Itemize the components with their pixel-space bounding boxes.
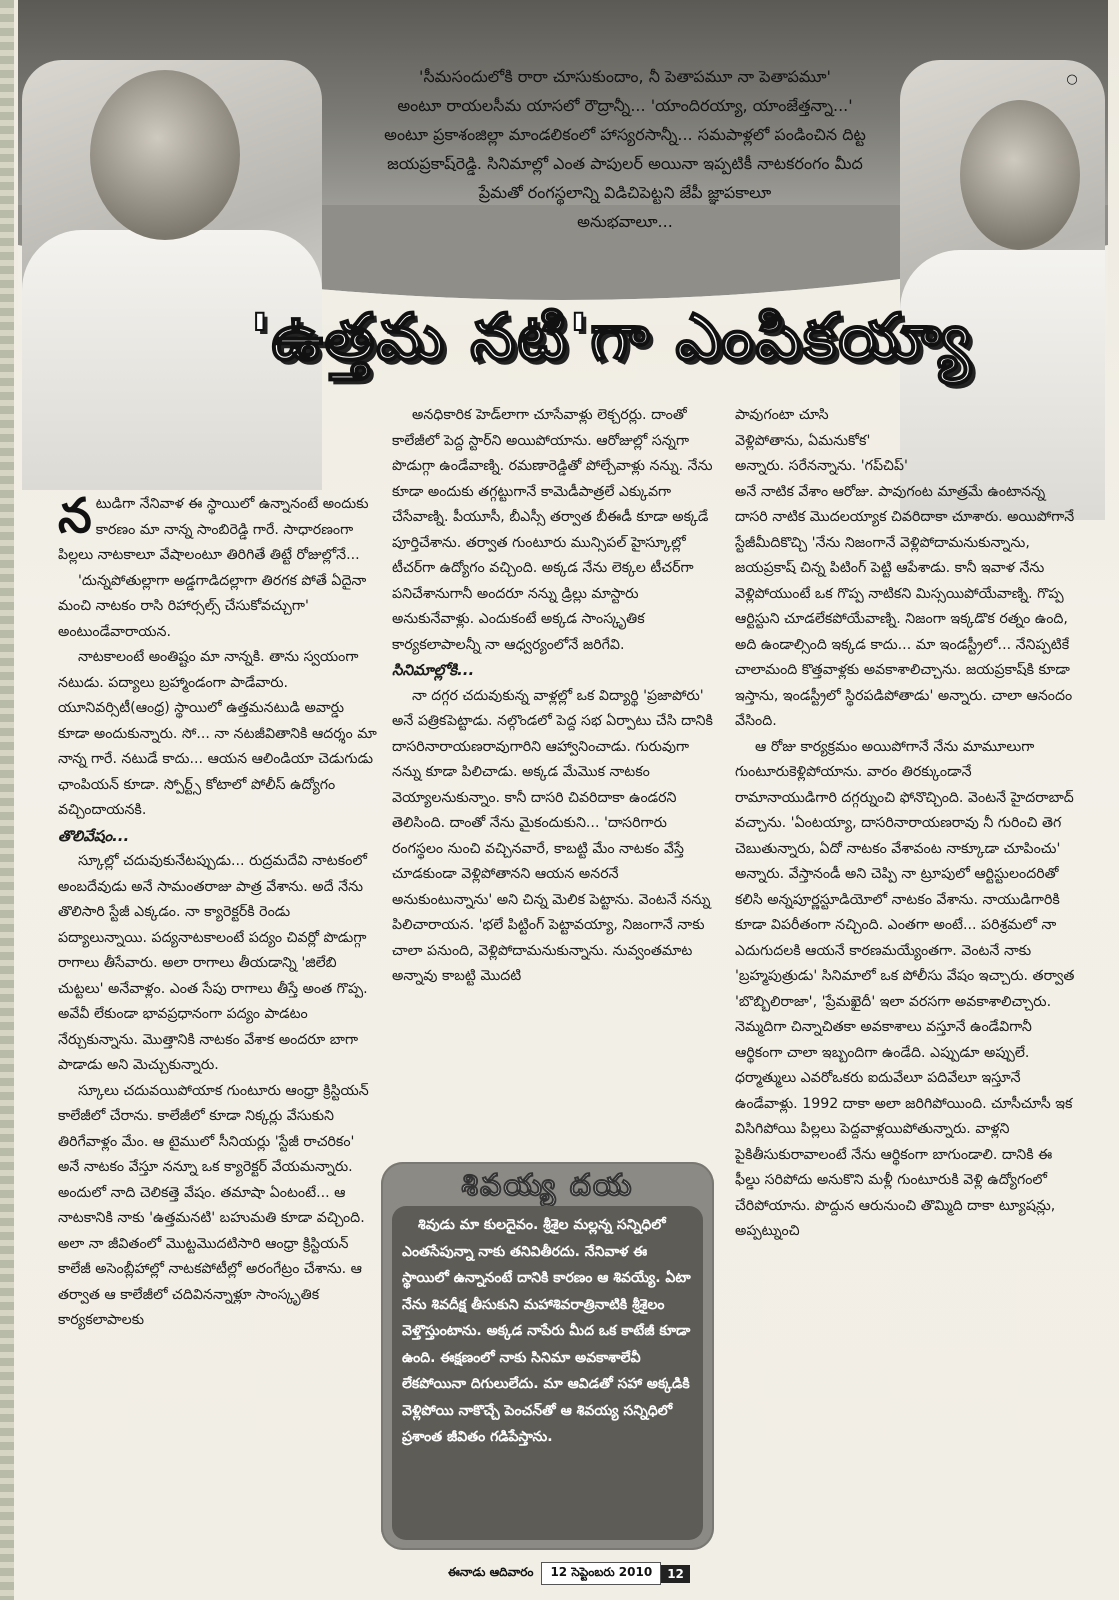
paragraph: అనే నాటిక వేశాం ఆరోజు. పావుగంట మాత్రమే ఉంటానన్న దాసరి నాటిక మొదలయ్యాక చివరిదాకా చూశారు. అయిపోగానే స్టేజీమీదికొచ్చి 'నేను నిజంగానే వెళ్లిపోదామనుకున్నాను, జయప్రకాష్ చిన్న పిటింగ్ పెట్టి ఆపేశాడు. కానీ ఇవాళ నేను వెళ్లిపోయుంటే ఒక గొప్ప నాటికని మిస్సయిపోయేవాణ్ని. గొప్ప ఆర్టిస్టుని చూడలేకపోయేవాణ్ని. నిజంగా ఇక్కడొక రత్నం ఉంది, అది ఉండాల్సింది ఇక్కడ కాదు... మా ఇండస్ట్రీలో... నేనిప్పటికే చాలామంది కొత్తవాళ్లకు అవకాశాలిచ్చాను. జయప్రకాష్‌కి కూడా ఇస్తాను, ఇండస్ట్రీలో స్థిరపడిపోతాడు' అన్నారు. చాలా ఆనందం వేసింది. [735,483,1075,729]
paragraph: స్కూలు చదువయిపోయాక గుంటూరు ఆంధ్రా క్రిస్టియన్ కాలేజీలో చేరాను. కాలేజీలో కూడా నిక్కర్లు వేసుకుని తిరిగేవాళ్లం మేం. ఆ టైములో సీనియర్లు 'స్టేజీ రాచరికం' అనే నాటకం వేస్తూ నన్నూ ఒక క్యారెక్టర్ వేయమన్నారు. అందులో నాది చెలికత్తె వేషం. తమాషా ఏంటంటే... ఆ నాటకానికి నాకు 'ఉత్తమనటి' బహుమతి కూడా వచ్చింది. అలా నా జీవితంలో మొట్టమొదటిసారి ఆంధ్రా క్రిస్టియన్ కాలేజీ అసెంబ్లీహాల్లో నాటకపోటీల్లో అరంగేట్రం చేశాను. ఆ తర్వాత ఆ కాలేజీలో చదివినన్నాళ్లూ సాంస్కృతిక కార్యకలాపాలకు [58,1082,369,1328]
paragraph: శివుడు మా కులదైవం. శ్రీశైల మల్లన్న సన్నిధిలో ఎంతసేపున్నా నాకు తనివితీరదు. నేనివాళ ఈ స్థాయిలో ఉన్నానంటే దానికి కారణం ఆ శివయ్యే. ఏటా నేను శివదీక్ష తీసుకుని మహాశివరాత్రినాటికి శ్రీశైలం వెళ్తొస్తుంటాను. అక్కడ నాపేరు మీద ఒక కాటేజీ కూడా ఉంది. ఈక్షణంలో నాకు సినిమా అవకాశాలేవీ లేకపోయినా దిగులులేదు. మా ఆవిడతో సహా అక్కడికి వెళ్లిపోయి నాకొచ్చే పెంచన్‌తో ఆ శివయ్య సన్నిధిలో ప్రశాంత జీవితం గడిపేస్తాను. [402,1217,691,1445]
headline: 'ఉత్తమ నటి'గా ఎంపికయ్యా [250,300,973,375]
intro-line: అంటూ ప్రకాశంజిల్లా మాండలికంలో హాస్యరసాన్నీ... సమపాళ్లలో పండించిన దిట్ట [384,125,866,144]
portrait-right [960,100,1080,250]
box-inner [392,1206,703,1540]
intro-line: జయప్రకాష్‌రెడ్డి. సినిమాల్లో ఎంత పాపులర్ అయినా ఇప్పటికీ నాటకరంగం మీద [387,154,863,173]
paragraph: నా దగ్గర చదువుకున్న వాళ్లల్లో ఒక విద్యార్థి 'ప్రజాపోరు' అనే పత్రికపెట్టాడు. నల్గొండలో పెద్ద సభ ఏర్పాటు చేసి దానికి దాసరినారాయణరావుగారిని ఆహ్వానించాడు. గురువుగా నన్ను కూడా పిలిచాడు. అక్కడ మేమొక నాటకం వెయ్యాలనుకున్నాం. కానీ దాసరి చివరిదాకా ఉండరని తెలిసింది. దాంతో నేను మైకందుకుని... 'దాసరిగారు రంగస్థలం నుంచి వచ్చినవారే, కాబట్టి మేం నాటకం వేస్తే చూడకుండా వెళ్లిపోతానని ఆయన అనరనే అనుకుంటున్నాను' అని చిన్న మెలిక పెట్టాను. వెంటనే నన్ను పిలిచారాయన. 'భలే పిట్టింగ్ పెట్టావయ్యా, నిజంగానే నాకు చాలా పనుంది, వెళ్లిపోదామనుకున్నాను. నువ్వంతమాట అన్నావు కాబట్టి మొదటి [392,687,713,984]
page-footer [0,1556,1119,1586]
drop-cap: న [58,492,92,544]
box-title: శివయ్య దయ [461,1168,634,1203]
footer-strip [440,1562,690,1585]
sidebar-box [381,1162,714,1550]
intro-line: అంటూ రాయలసీమ యాసలో రౌద్రాన్నీ... 'యాందిరయ్యా, యాంజేత్తన్నా...' [397,96,853,115]
column-3 [735,403,1075,1553]
paragraph: స్కూల్లో చదువుకునేటప్పుడు... రుద్రమదేవి నాటకంలో అంబదేవుడు అనే సామంతరాజు పాత్ర వేశాను. అదే నేను తొలిసారి స్టేజీ ఎక్కడం. నా క్యారెక్టర్‌కి రెండు పద్యాలున్నాయి. పద్యనాటకాలంటే పద్యం చివర్లో పొడుగ్గా రాగాలు తీసేవారు. అలా రాగాలు తీయడాన్ని 'జిలేబి చుట్టలు' అనేవాళ్లం. ఎంత సేపు రాగాలు తీస్తే అంత గొప్ప. అవేవీ లేకుండా భావప్రధానంగా పద్యం పాడటం నేర్చుకున్నాను. మొత్తానికి నాటకం వేశాక అందరూ బాగా పాడాడు అని మెచ్చుకున్నారు. [58,853,368,1073]
intro-text [300,62,950,236]
footer-publication: ఈనాడు ఆదివారం [448,1565,534,1579]
paragraph: నాటకాలంటే అంతిష్టం మా నాన్నకి. తాను స్వయంగా నటుడు. పద్యాలు బ్రహ్మాండంగా పాడేవారు. యూనివర్సిటీ(ఆంధ్ర) స్థాయిలో ఉత్తమనటుడి అవార్డు కూడా అందుకున్నారు. సో... నా నటజీవితానికి ఆదర్శం మా నాన్న గారే. నటుడే కాదు... ఆయన ఆలిండియా చెడుగుడు ఛాంపియన్ కూడా. స్పోర్ట్స్ కోటాలో పోలీస్ ఉద్యోగం వచ్చిందాయనకి. [58,649,377,818]
page-edge [0,0,14,1600]
text-line: పావుగంటా చూసి [735,407,829,423]
paragraph-text: టుడిగా నేనివాళ ఈ స్థాయిలో ఉన్నానంటే అందుకు కారణం మా నాన్న సాంబిరెడ్డి గారే. సాధారణంగా పిల్లలు నాటకాలూ వేషాలంటూ తిరిగితే తిట్టే రోజుల్లోనే... [58,496,369,563]
column-1 [58,492,378,1554]
subheading: తొలివేషం... [58,826,130,845]
column-2 [392,403,714,1163]
portrait-left [90,70,240,240]
text-line: అన్నారు. సరేనన్నాను. 'గప్‌చిప్' [735,458,908,474]
intro-line: అనుభవాలూ... [577,212,673,231]
paragraph: 'దున్నపోతుల్లాగా అడ్డగాడిదల్లాగా తిరగక పోతే ఏదైనా మంచి నాటకం రాసి రిహార్సల్స్ చేసుకోవచ్చుగా' అంటుండేవారాయన. [58,572,367,640]
box-text [402,1212,694,1451]
paragraph: అనధికారిక హెడ్‌లాగా చూసేవాళ్లు లెక్చరర్లు. దాంతో కాలేజీలో పెద్ద స్టార్‌ని అయిపోయాను. ఆరోజుల్లో సన్నగా పొడుగ్గా ఉండేవాణ్ని. రమణారెడ్డితో పోల్చేవాళ్లు నన్ను. నేను కూడా అందుకు తగ్గట్టుగానే కామెడీపాత్రలే ఎక్కువగా చేసేవాణ్ని. పీయూసీ, బీఎస్సీ తర్వాత బీఈడీ కూడా అక్కడే పూర్తిచేశాను. తర్వాత గుంటూరు మున్సిపల్ హైస్కూల్లో టీచర్‌గా ఉద్యోగం వచ్చింది. అక్కడ నేను లెక్కల టీచర్‌గా పనిచేశానుగానీ అందరూ నన్ను డ్రిల్లు మాస్టారు అనుకునేవాళ్లు. ఎందుకంటే అక్కడ సాంస్కృతిక కార్యకలాపాలన్నీ నా ఆధ్వర్యంలోనే జరిగేవి. [392,407,713,653]
intro-line: 'సీమసందులోకి రారా చూసుకుందాం, నీ పెతాపమూ నా పెతాపమూ' [419,67,831,86]
footer-date: 12 సెప్టెంబరు 2010 [541,1562,661,1585]
paragraph [58,492,378,569]
intro-line: ప్రేమతో రంగస్థలాన్ని విడిచిపెట్టని జేపీ జ్ఞాపకాలూ [478,183,772,202]
paragraph: ఆ రోజు కార్యక్రమం అయిపోగానే నేను మామూలుగా గుంటూరుకెళ్లిపోయాను. వారం తిరక్కుండానే రామానాయుడిగారి దగ్గర్నుంచి ఫోనొచ్చింది. వెంటనే హైదరాబాద్ వచ్చాను. 'ఏంటయ్యా, దాసరినారాయణరావు నీ గురించి తెగ చెబుతున్నారు, ఏదో నాటకం వేశావంట నాక్కూడా చూపించు' అన్నారు. వేస్తానండీ అని చెప్పి నా ట్రూపులో ఆర్టిస్టులందరితో కలిసి అన్నపూర్ణస్టూడియోలో నాటకం వేశాను. నాయుడిగారికి కూడా విపరీతంగా నచ్చింది. ఎంతగా అంటే... పరిశ్రమలో నా ఎదుగుదలకి ఆయనే కారణమయ్యేంతగా. వెంటనే నాకు 'బ్రహ్మపుత్రుడు' సినిమాలో ఒక పోలీసు వేషం ఇచ్చారు. తర్వాత 'బొబ్బిలిరాజా', 'ప్రేమఖైదీ' ఇలా వరసగా అవకాశాలిచ్చారు. నెమ్మదిగా చిన్నాచితకా అవకాశాలు వస్తూనే ఉండేవిగానీ ఆర్థికంగా చాలా ఇబ్బందిగా ఉండేది. ఎప్పుడూ అప్పులే. ధర్మాత్ములు ఎవరోఒకరు ఐదువేలూ పదివేలూ ఇస్తూనే ఉండేవాళ్లు. 1992 దాకా అలా జరిగిపోయింది. చూసీచూసీ ఇక విసిగిపోయి పిల్లలు పెద్దవాళ్లయిపోతున్నారు. వాళ్లని పైకితీసుకురావాలంటే నేను ఆర్థికంగా బాగుండాలి. దానికి ఈ ఫీల్డు సరిపోదు అనుకొని మళ్లీ గుంటూరుకి వెళ్లి ఉద్యోగంలో చేరిపోయాను. పొద్దున ఆరునుంచి తొమ్మిది దాకా ట్యూషన్లు, అప్పట్నుంచి [735,738,1075,1239]
page-number: 12 [661,1565,690,1583]
text-line: వెళ్లిపోతాను, ఏమనుకోక' [735,432,871,449]
subheading: సినిమాల్లోకి... [392,661,475,679]
circle-icon: ○ [1066,72,1078,87]
